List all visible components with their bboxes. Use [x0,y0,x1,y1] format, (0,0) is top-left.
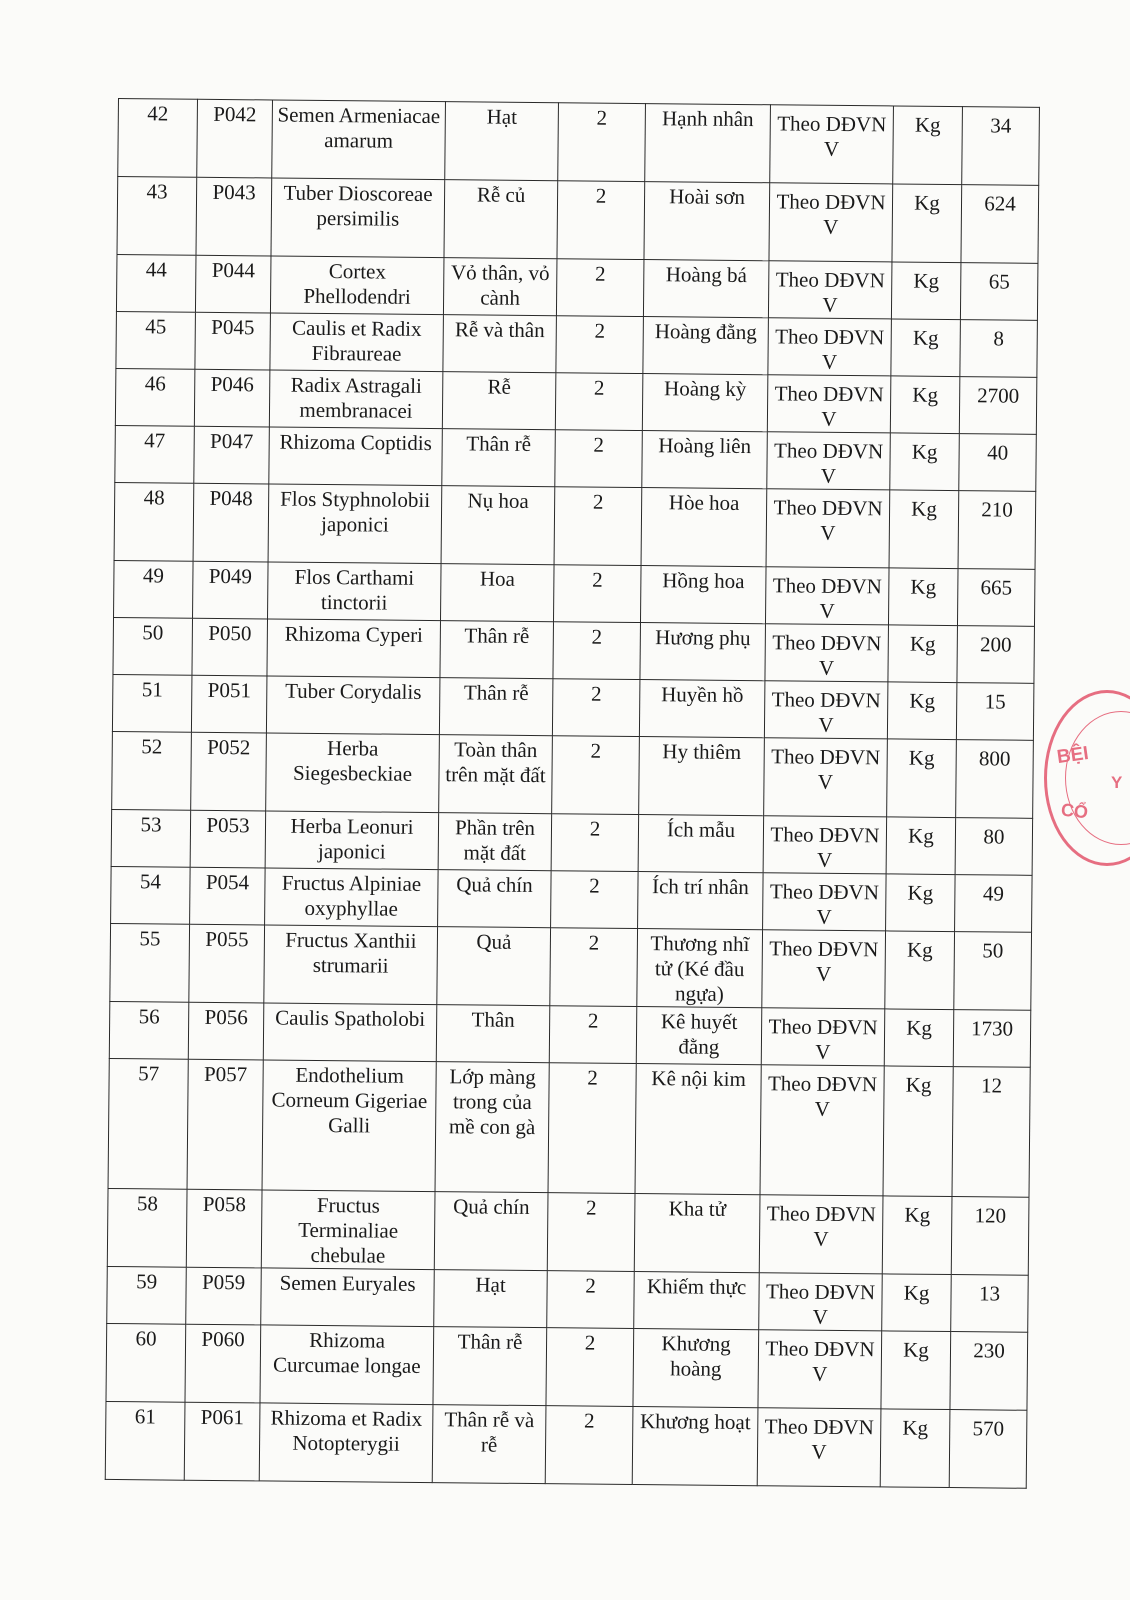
table-row [108,1058,1030,1197]
cell-latin-name: Tuber Corydalis [266,676,440,735]
cell-quantity: 624 [961,185,1039,264]
cell-quantity: 120 [951,1197,1029,1276]
cell-vietnamese-name: Hương phụ [640,623,766,681]
document-table-wrapper [105,98,1040,1489]
cell-quantity: 12 [952,1067,1030,1198]
cell-quality-standard: Theo DĐVN V [767,375,891,433]
cell-row-number: 46 [115,368,195,426]
cell-row-number: 59 [107,1266,187,1324]
cell-quantity: 15 [956,683,1034,741]
cell-row-number: 53 [111,809,191,867]
cell-quantity: 1730 [953,1010,1031,1068]
cell-vietnamese-name: Hy thiêm [639,737,765,816]
cell-plant-part: Thân rễ [439,678,553,736]
cell-unit: Kg [890,376,960,434]
cell-unit: Kg [881,1331,951,1410]
cell-group-number: 2 [551,814,639,872]
red-seal-stamp [1044,690,1130,866]
cell-quantity: 230 [950,1332,1028,1411]
cell-vietnamese-name: Kha tử [634,1194,760,1273]
cell-quantity: 8 [960,320,1038,378]
table-row [114,560,1036,626]
cell-group-number: 2 [549,1006,637,1064]
cell-group-number: 2 [546,1328,634,1407]
cell-plant-part: Hoa [440,564,554,622]
cell-unit: Kg [888,625,958,683]
cell-latin-name: Rhizoma Coptidis [269,427,443,486]
cell-group-number: 2 [545,1406,633,1485]
cell-plant-part: Toàn thân trên mặt đất [439,735,553,814]
cell-unit: Kg [891,319,961,377]
cell-group-number: 2 [556,259,644,317]
table-row [115,368,1037,434]
cell-group-number: 2 [552,736,640,815]
cell-plant-part: Quả chín [434,1192,548,1271]
cell-quality-standard: Theo DĐVN V [762,930,886,1009]
cell-item-code: P053 [190,810,266,868]
cell-unit: Kg [891,262,961,320]
cell-row-number: 45 [116,311,196,369]
cell-item-code: P058 [186,1189,262,1268]
table-row [110,923,1032,1010]
cell-plant-part: Quả [437,927,551,1006]
cell-row-number: 56 [109,1001,189,1059]
cell-quality-standard: Theo DĐVN V [765,624,889,682]
cell-row-number: 44 [116,254,196,312]
cell-latin-name: Rhizoma Curcumae longae [260,1325,434,1405]
cell-vietnamese-name: Khiếm thực [634,1272,760,1330]
cell-quantity: 800 [956,740,1034,819]
cell-quantity: 200 [957,626,1035,684]
cell-latin-name: Flos Styphnolobii japonici [268,484,442,564]
table-row [111,809,1033,875]
cell-unit: Kg [890,433,960,491]
cell-quality-standard: Theo DĐVN V [768,318,892,376]
cell-plant-part: Thân rễ [433,1327,547,1406]
cell-unit: Kg [880,1409,950,1488]
cell-row-number: 54 [111,866,191,924]
table-row [107,1266,1029,1332]
table-row [112,731,1034,818]
cell-quality-standard: Theo DĐVN V [764,738,888,817]
table-row [111,866,1033,932]
table-row [114,482,1036,569]
cell-vietnamese-name: Hoàng đằng [643,317,769,375]
cell-quantity: 40 [959,434,1037,492]
cell-quantity: 570 [949,1410,1027,1489]
table-row [116,254,1038,320]
table-row [117,177,1039,264]
cell-row-number: 61 [105,1401,185,1480]
cell-quality-standard: Theo DĐVN V [761,1008,885,1066]
cell-row-number: 49 [114,560,194,618]
cell-quantity: 49 [955,875,1033,933]
cell-quality-standard: Theo DĐVN V [759,1195,883,1274]
cell-plant-part: Thân rễ [442,429,556,487]
cell-item-code: P056 [188,1002,264,1060]
cell-item-code: P048 [193,483,269,562]
cell-group-number: 2 [550,928,638,1007]
cell-item-code: P060 [185,1324,261,1403]
cell-row-number: 52 [112,731,192,810]
cell-quality-standard: Theo DĐVN V [769,183,893,262]
table-row [106,1323,1028,1410]
cell-plant-part: Hạt [434,1270,548,1328]
cell-unit: Kg [893,106,963,185]
cell-unit: Kg [882,1274,952,1332]
cell-group-number: 2 [556,316,644,374]
cell-latin-name: Semen Euryales [261,1268,435,1327]
cell-item-code: P045 [195,312,271,370]
cell-quality-standard: Theo DĐVN V [767,432,891,490]
cell-latin-name: Herba Leonuri japonici [265,811,439,870]
cell-item-code: P052 [191,732,267,811]
cell-quality-standard: Theo DĐVN V [764,681,888,739]
cell-group-number: 2 [557,181,645,260]
cell-plant-part: Thân rễ và rễ [432,1405,546,1484]
cell-quantity: 80 [955,818,1033,876]
cell-group-number: 2 [554,487,642,566]
cell-unit: Kg [886,817,956,875]
cell-item-code: P050 [192,618,268,676]
cell-group-number: 2 [547,1271,635,1329]
cell-item-code: P042 [197,99,273,178]
cell-latin-name: Flos Carthami tinctorii [268,562,442,621]
cell-unit: Kg [888,568,958,626]
cell-plant-part: Thân rễ [440,621,554,679]
cell-quality-standard: Theo DĐVN V [770,105,894,184]
cell-group-number: 2 [552,679,640,737]
cell-group-number: 2 [555,430,643,488]
cell-vietnamese-name: Hoàng bá [643,260,769,318]
table-row [115,425,1037,491]
cell-row-number: 55 [110,923,190,1002]
stamp-text-top: BỆI [1055,742,1090,769]
cell-row-number: 51 [112,674,192,732]
table-row [109,1001,1031,1067]
cell-vietnamese-name: Huyền hồ [639,680,765,738]
cell-group-number: 2 [558,103,646,182]
cell-vietnamese-name: Hoài sơn [644,182,770,261]
cell-vietnamese-name: Thương nhĩ tử (Ké đầu ngựa) [637,929,763,1008]
cell-quality-standard: Theo DĐVN V [760,1065,884,1196]
cell-unit: Kg [884,1009,954,1067]
cell-row-number: 43 [117,177,197,256]
cell-quality-standard: Theo DĐVN V [765,567,889,625]
cell-plant-part: Vỏ thân, vỏ cành [443,258,557,316]
cell-unit: Kg [887,682,957,740]
cell-group-number: 2 [555,373,643,431]
cell-unit: Kg [887,739,957,818]
cell-unit: Kg [886,874,956,932]
stamp-text-bottom: CỔ [1060,799,1090,823]
cell-latin-name: Rhizoma Cyperi [267,619,441,678]
cell-item-code: P057 [187,1059,263,1190]
cell-latin-name: Fructus Xanthii strumarii [264,925,438,1005]
cell-plant-part: Rễ và thân [443,315,557,373]
cell-unit: Kg [889,490,959,569]
cell-item-code: P046 [194,369,270,427]
cell-row-number: 48 [114,482,194,561]
table-row [118,99,1040,186]
cell-unit: Kg [885,931,955,1010]
cell-vietnamese-name: Kê huyết đằng [636,1007,762,1065]
cell-quality-standard: Theo DĐVN V [766,489,890,568]
cell-item-code: P061 [184,1402,260,1481]
cell-vietnamese-name: Ích mẫu [638,815,764,873]
cell-row-number: 60 [106,1323,186,1402]
cell-unit: Kg [883,1066,953,1197]
cell-plant-part: Rễ củ [444,180,558,259]
cell-vietnamese-name: Ích trí nhân [638,872,764,930]
cell-unit: Kg [892,184,962,263]
cell-plant-part: Quả chín [438,870,552,928]
cell-quantity: 210 [958,491,1036,570]
cell-latin-name: Herba Siegesbeckiae [266,733,440,813]
table-row [107,1188,1029,1275]
cell-row-number: 50 [113,617,193,675]
cell-plant-part: Nụ hoa [441,486,555,565]
cell-quality-standard: Theo DĐVN V [763,873,887,931]
table-row [112,674,1034,740]
cell-row-number: 47 [115,425,195,483]
herbal-material-table [105,98,1040,1489]
table-row [105,1401,1027,1488]
cell-quality-standard: Theo DĐVN V [768,261,892,319]
cell-latin-name: Tuber Dioscoreae persimilis [271,178,445,258]
cell-row-number: 58 [107,1188,187,1267]
cell-quantity: 13 [951,1275,1029,1333]
cell-vietnamese-name: Hạnh nhân [645,104,771,183]
cell-row-number: 42 [118,99,198,178]
cell-item-code: P051 [191,675,267,733]
cell-vietnamese-name: Hoàng liên [642,431,768,489]
cell-group-number: 2 [547,1193,635,1272]
cell-item-code: P054 [190,867,266,925]
cell-item-code: P049 [193,561,269,619]
cell-quality-standard: Theo DĐVN V [758,1330,882,1409]
cell-unit: Kg [882,1196,952,1275]
cell-vietnamese-name: Hòe hoa [641,488,767,567]
stamp-text-middle: Y [1111,773,1123,792]
cell-quality-standard: Theo DĐVN V [757,1408,881,1487]
cell-latin-name: Rhizoma et Radix Notopterygii [259,1403,433,1483]
cell-group-number: 2 [551,871,639,929]
cell-quantity: 34 [962,107,1040,186]
cell-vietnamese-name: Hồng hoa [640,566,766,624]
cell-vietnamese-name: Hoàng kỳ [642,374,768,432]
cell-item-code: P047 [194,426,270,484]
cell-quantity: 665 [957,569,1035,627]
cell-vietnamese-name: Khương hoạt [632,1407,758,1486]
cell-vietnamese-name: Kê nội kim [635,1064,761,1195]
cell-row-number: 57 [108,1058,188,1189]
cell-latin-name: Cortex Phellodendri [270,256,444,315]
cell-latin-name: Caulis et Radix Fibraureae [270,313,444,372]
cell-quality-standard: Theo DĐVN V [763,816,887,874]
table-row [113,617,1035,683]
cell-latin-name: Endothelium Corneum Gigeriae Galli [262,1060,436,1192]
cell-item-code: P059 [186,1267,262,1325]
cell-latin-name: Fructus Alpiniae oxyphyllae [265,868,439,927]
cell-plant-part: Lớp màng trong của mề con gà [435,1062,549,1193]
cell-latin-name: Semen Armeniacae amarum [272,100,446,180]
cell-group-number: 2 [553,622,641,680]
cell-plant-part: Hạt [445,102,559,181]
cell-item-code: P055 [189,924,265,1003]
cell-latin-name: Caulis Spatholobi [263,1003,437,1062]
cell-latin-name: Fructus Terminaliae chebulae [261,1190,435,1270]
cell-plant-part: Thân [436,1005,550,1063]
cell-latin-name: Radix Astragali membranacei [269,370,443,429]
cell-item-code: P044 [195,255,271,313]
cell-quantity: 50 [954,932,1032,1011]
cell-vietnamese-name: Khương hoàng [633,1329,759,1408]
cell-plant-part: Rễ [442,372,556,430]
cell-plant-part: Phần trên mặt đất [438,813,552,871]
cell-quantity: 2700 [959,377,1037,435]
cell-quantity: 65 [960,263,1038,321]
cell-group-number: 2 [548,1063,636,1194]
table-body [105,99,1039,1489]
cell-item-code: P043 [196,177,272,256]
table-row [116,311,1038,377]
cell-quality-standard: Theo DĐVN V [759,1273,883,1331]
cell-group-number: 2 [553,565,641,623]
